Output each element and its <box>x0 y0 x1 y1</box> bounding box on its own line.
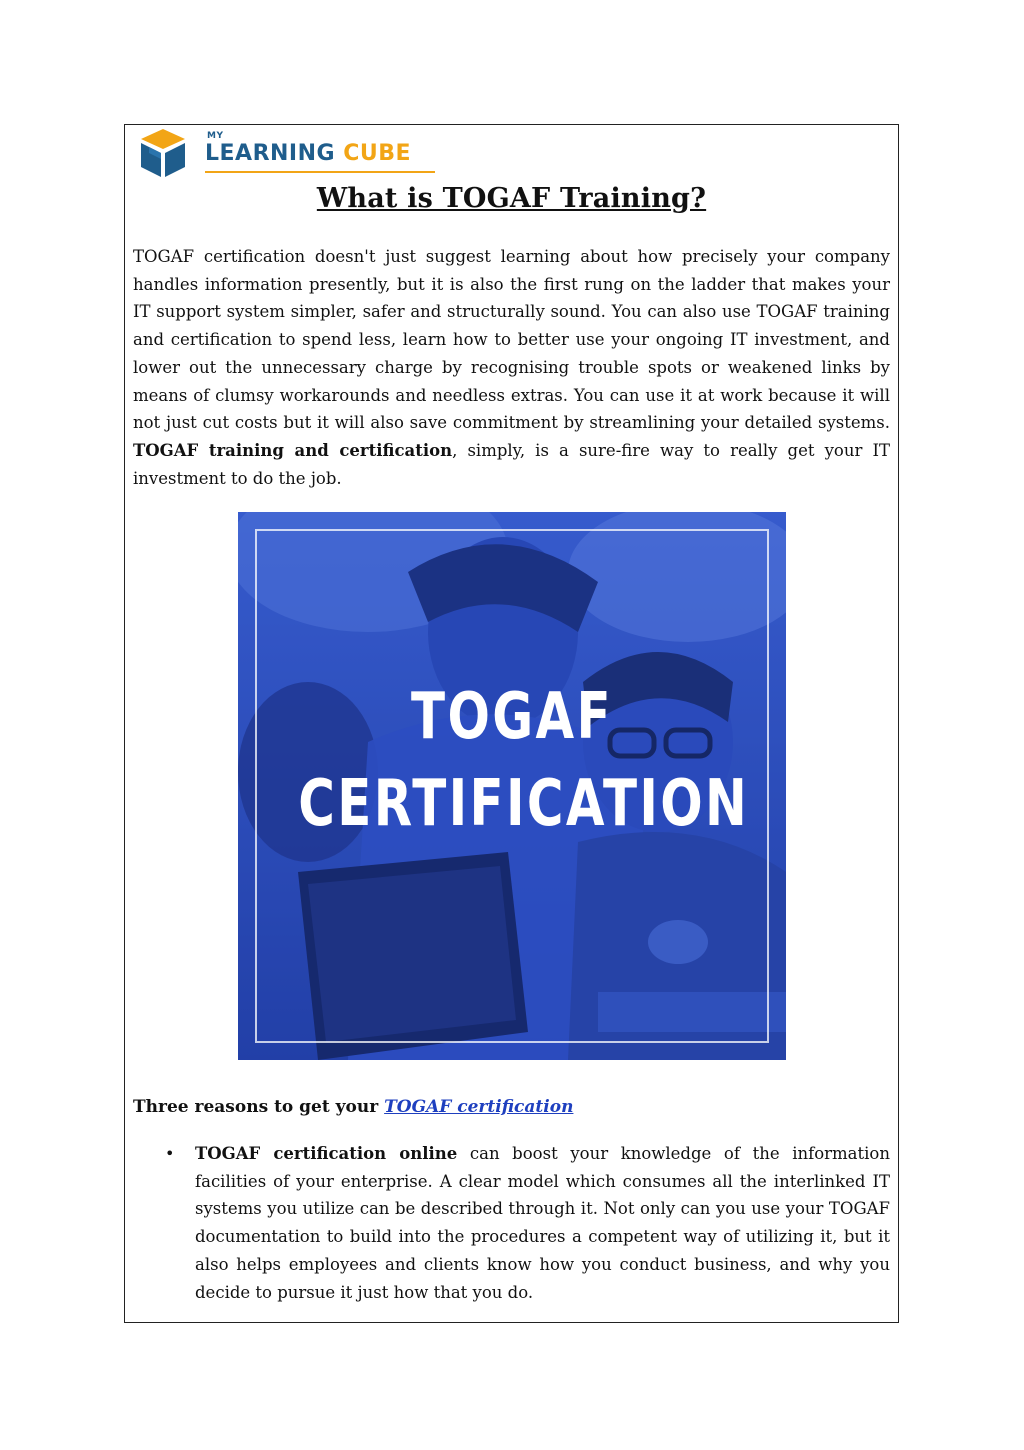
logo-cube-text: CUBE <box>343 141 412 166</box>
bullet-text: can boost your knowledge of the information facilities of your enterprise. A clear model which consumes all the interlinked IT systems you utilize can be described through it. Not only can you use your TOGAF documentation to build into the procedures a competent way of utilizing it, but it also helps employees and clients know how you conduct business, and why you decide to pursue it just how that you do. <box>195 1144 890 1302</box>
intro-text-after: , simply, is a sure-fire way to really get your IT investment to do the job. <box>133 440 890 488</box>
logo-wordmark <box>193 127 412 179</box>
intro-bold-text: TOGAF training and certification <box>133 440 453 460</box>
page-title: What is TOGAF Training? <box>316 183 707 214</box>
brand-logo <box>137 127 412 179</box>
hero-image <box>238 512 786 1060</box>
document-page <box>124 124 899 1323</box>
reasons-list <box>133 1140 890 1306</box>
bullet-bold-text: TOGAF certification online <box>195 1144 458 1163</box>
bullet-icon: • <box>165 1144 175 1163</box>
togaf-certification-link[interactable]: TOGAF certification <box>384 1097 574 1117</box>
cube-logo-icon <box>137 127 189 179</box>
hero-title-line2: CERTIFICATION <box>298 767 750 841</box>
section-heading-prefix: Three reasons to get your <box>133 1097 385 1117</box>
logo-underline <box>205 171 435 173</box>
intro-text-before: TOGAF certification doesn't just suggest learning about how precisely your company handles information presently, but it is also the first rung on the ladder that makes your IT support system simpler, safer and structurally sound. You can also use TOGAF training and certification to spend less, learn how to better use your ongoing IT investment, and lower out the unnecessary charge by recognising trouble spots or weakened links by means of clumsy workarounds and needless extras. You can use it at work because it will not just cut costs but it will also save commitment by streamlining your detailed systems. <box>133 247 890 433</box>
logo-my-text: MY <box>207 131 224 141</box>
intro-paragraph <box>133 243 890 492</box>
logo-main-text <box>205 141 411 166</box>
logo-learning-text: LEARNING <box>205 141 336 166</box>
section-heading <box>133 1097 573 1117</box>
list-item <box>133 1140 890 1306</box>
hero-title-line1: TOGAF <box>411 680 613 754</box>
